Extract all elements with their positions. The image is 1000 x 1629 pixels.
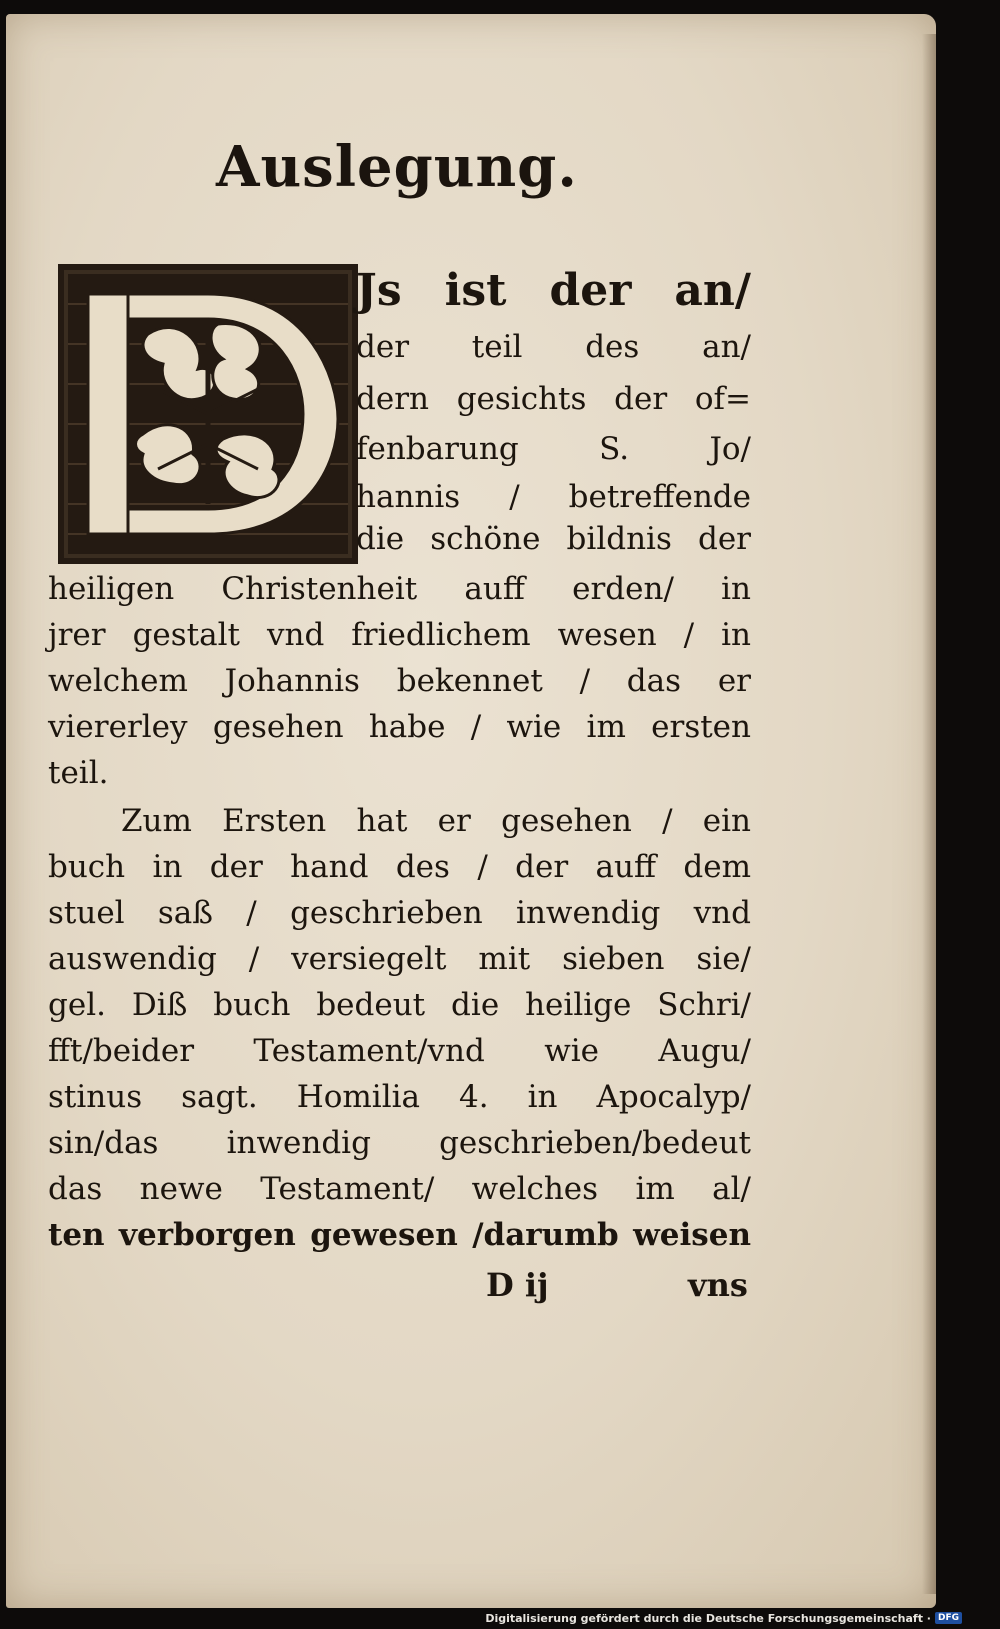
text-line: Js ist der an/ [356,265,751,316]
page-heading: Auslegung. [216,134,578,200]
text-line: das newe Testament/ welches im al/ [48,1171,751,1207]
text-line: die schöne bildnis der [356,521,751,557]
text-line: teil. [48,755,109,791]
text-line: stuel saß / geschrieben inwendig vnd [48,895,751,931]
text-line: gel. Diß buch bedeut die heilige Schri/ [48,987,751,1023]
text-line: heiligen Christenheit auff erden/ in [48,571,751,607]
footer-credit: Digitalisierung gefördert durch die Deutsche Forschungsgemeinschaft · [485,1611,931,1625]
text-line: auswendig / versiegelt mit sieben sie/ [48,941,751,977]
text-line: fenbarung S. Jo/ [356,431,751,467]
text-line: welchem Johannis bekennet / das er [48,663,751,699]
text-line: sin/das inwendig geschrieben/bedeut [48,1125,751,1161]
text-line: stinus sagt. Homilia 4. in Apocalyp/ [48,1079,751,1115]
text-line: fft/beider Testament/vnd wie Augu/ [48,1033,751,1069]
book-page [6,14,936,1608]
text-line: jrer gestalt vnd friedlichem wesen / in [48,617,751,653]
text-line: Zum Ersten hat er gesehen / ein [121,803,751,839]
text-line: der teil des an/ [356,329,751,365]
dfg-logo: DFG [935,1612,962,1624]
text-line: ten verborgen gewesen /darumb weisen [48,1217,751,1253]
text-line: hannis / betreffende [356,479,751,515]
digitization-footer [485,1610,962,1626]
catchword: vns [688,1266,748,1304]
text-line: buch in der hand des / der auff dem [48,849,751,885]
body-text [6,14,936,1414]
text-line: viererley gesehen habe / wie im ersten [48,709,751,745]
text-line: dern gesichts der of= [356,381,751,417]
signature-mark: D ij [486,1266,549,1304]
